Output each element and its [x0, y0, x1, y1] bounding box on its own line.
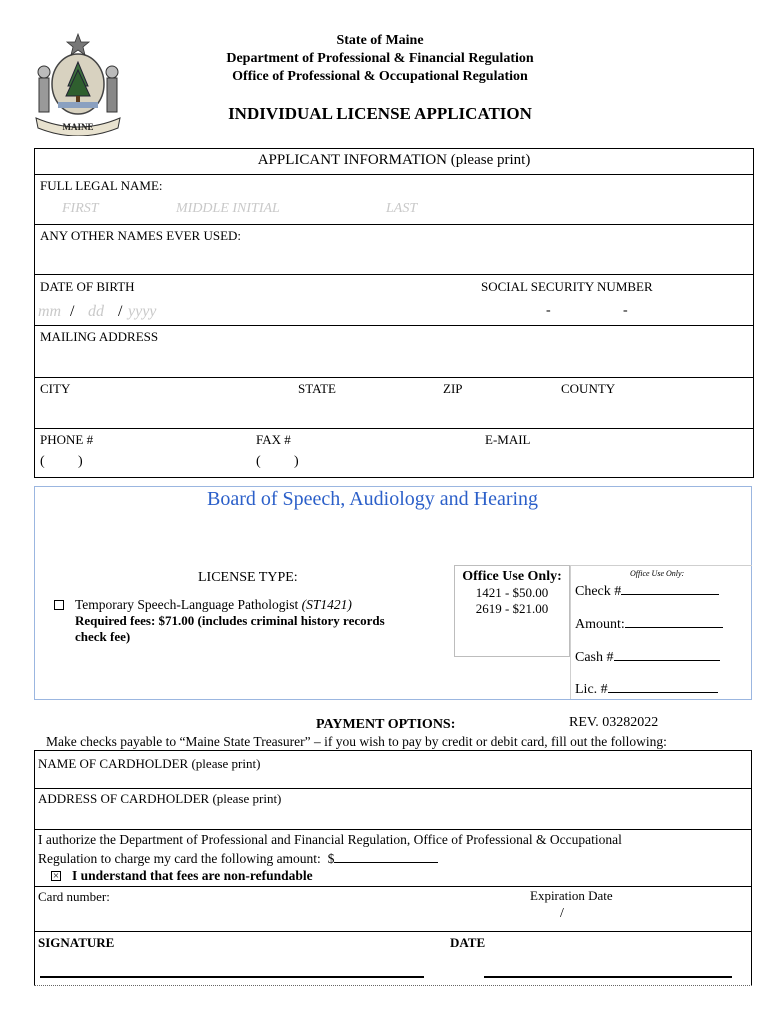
office-use-small-title: Office Use Only: [630, 569, 685, 578]
expiration-label: Expiration Date [530, 888, 613, 903]
payment-instructions: Make checks payable to “Maine State Treasurer” – if you wish to pay by credit or debit card, fill out the following: [46, 734, 667, 749]
office-amount-field [575, 615, 723, 633]
amount-label: Amount: [575, 617, 625, 632]
fax-paren-open: ( [256, 454, 261, 469]
card-number-label: Card number: [38, 889, 110, 904]
first-name-field[interactable]: FIRST [62, 201, 99, 216]
header-office: Office of Professional & Occupational Regulation [232, 69, 528, 84]
dob-field[interactable] [38, 303, 218, 323]
cardholder-name-label: NAME OF CARDHOLDER (please print) [38, 756, 261, 771]
county-label: COUNTY [561, 381, 616, 396]
temp-slp-checkbox[interactable] [54, 600, 64, 610]
cardholder-address-label: ADDRESS OF CARDHOLDER (please print) [38, 791, 282, 806]
authorize-line-1: I authorize the Department of Professional and Financial Regulation, Office of Professional & Occupational [38, 832, 622, 847]
dob-month: mm [38, 303, 62, 320]
charge-amount-field[interactable] [334, 850, 438, 863]
ssn-label: SOCIAL SECURITY NUMBER [481, 279, 653, 294]
office-cash-field [575, 648, 720, 666]
maine-state-seal [30, 24, 126, 136]
office-fee-2: 2619 - $21.00 [475, 601, 549, 616]
form-title: INDIVIDUAL LICENSE APPLICATION [228, 104, 532, 123]
state-label: STATE [298, 381, 336, 396]
payment-title: PAYMENT OPTIONS: [316, 717, 456, 732]
temp-slp-option [75, 597, 352, 613]
fees-line-1: Required fees: $71.00 (includes criminal history records [75, 613, 385, 628]
cash-label: Cash # [575, 650, 614, 665]
license-type-label: LICENSE TYPE: [198, 570, 298, 585]
phone-field[interactable] [40, 454, 240, 472]
check-label: Check # [575, 584, 622, 599]
board-title: Board of Speech, Audiology and Hearing [207, 488, 539, 510]
mailing-address-label: MAILING ADDRESS [40, 329, 159, 344]
dob-year: yyyy [128, 303, 157, 320]
dob-label: DATE OF BIRTH [40, 279, 135, 294]
cardholder-address-field[interactable] [38, 808, 738, 828]
authorize-text: Regulation to charge my card the following amount: [38, 851, 321, 866]
last-name-field[interactable]: LAST [386, 201, 418, 216]
option-code: (ST1421) [301, 597, 352, 612]
office-use-title: Office Use Only: [462, 569, 562, 584]
dob-slash-1: / [70, 303, 75, 320]
office-use-box [454, 565, 570, 657]
header-state: State of Maine [336, 33, 424, 48]
expiration-field[interactable]: / [560, 906, 564, 921]
zip-label: ZIP [443, 381, 463, 396]
full-name-label: FULL LEGAL NAME: [40, 178, 163, 193]
nonrefundable-label: I understand that fees are non-refundable [72, 868, 313, 883]
ssn-dash-2: - [623, 303, 628, 318]
revision: REV. 03282022 [569, 715, 659, 730]
svg-text:MAINE: MAINE [62, 122, 94, 132]
dob-slash-2: / [118, 303, 123, 320]
applicant-section-title: APPLICANT INFORMATION (please print) [257, 152, 531, 168]
email-field[interactable] [485, 454, 740, 472]
lic-label: Lic. # [575, 682, 608, 697]
fax-paren-close: ) [294, 454, 299, 469]
ssn-dash-1: - [546, 303, 551, 318]
phone-label: PHONE # [40, 432, 94, 447]
dob-day: dd [88, 303, 104, 320]
mailing-address-field[interactable] [40, 347, 740, 373]
city-state-zip-fields[interactable] [40, 400, 740, 424]
dollar-sign: $ [327, 851, 335, 866]
other-names-label: ANY OTHER NAMES EVER USED: [40, 228, 242, 243]
office-check-field [575, 582, 719, 600]
date-label: DATE [450, 935, 486, 950]
signature-line[interactable] [40, 976, 424, 978]
phone-paren-open: ( [40, 454, 45, 469]
office-lic-field [575, 680, 718, 698]
authorize-line-2 [38, 850, 438, 867]
ssn-field[interactable] [481, 303, 741, 323]
date-line[interactable] [484, 976, 732, 978]
fax-field[interactable] [256, 454, 456, 472]
card-number-field[interactable] [130, 889, 510, 925]
nonrefundable-checkbox[interactable]: × [52, 870, 60, 882]
phone-paren-close: ) [78, 454, 83, 469]
middle-initial-field[interactable]: MIDDLE INITIAL [176, 201, 280, 216]
header-department: Department of Professional & Financial Regulation [226, 51, 534, 66]
cardholder-name-field[interactable] [38, 772, 738, 786]
email-label: E-MAIL [485, 432, 531, 447]
city-label: CITY [40, 381, 71, 396]
signature-label: SIGNATURE [38, 935, 115, 950]
other-names-field[interactable] [40, 246, 740, 272]
office-fee-1: 1421 - $50.00 [475, 585, 549, 600]
fax-label: FAX # [256, 432, 291, 447]
fees-line-2: check fee) [75, 629, 131, 644]
option-text: Temporary Speech-Language Pathologist [75, 597, 299, 612]
